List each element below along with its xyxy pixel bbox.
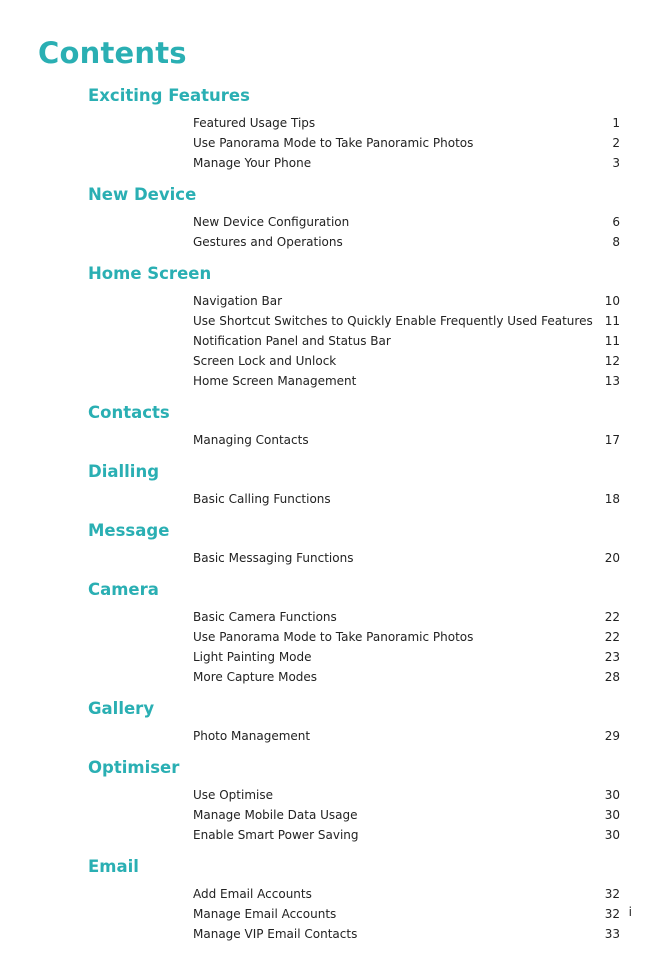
section-heading[interactable]: Gallery	[88, 699, 155, 718]
toc-entry-label: Light Painting Mode	[193, 650, 312, 664]
toc-entry[interactable]	[88, 647, 621, 667]
toc-section	[88, 183, 621, 252]
toc-entry-label: Manage VIP Email Contacts	[193, 927, 358, 941]
toc-entry[interactable]	[88, 667, 621, 687]
toc-section	[88, 460, 621, 509]
toc-entry[interactable]	[88, 726, 621, 746]
toc-entry-label: Use Panorama Mode to Take Panoramic Photos	[193, 630, 474, 644]
table-of-contents	[88, 84, 621, 954]
toc-entry-page: 17	[604, 433, 620, 447]
toc-entry-label: Home Screen Management	[193, 374, 357, 388]
page-number: i	[628, 905, 632, 919]
toc-entry-page: 3	[612, 156, 620, 170]
section-heading[interactable]: Optimiser	[88, 758, 180, 777]
toc-entry[interactable]	[88, 351, 621, 371]
section-heading[interactable]: Camera	[88, 580, 159, 599]
toc-entry[interactable]	[88, 884, 621, 904]
toc-entry-label: Gestures and Operations	[193, 235, 343, 249]
toc-entry-page: 1	[612, 116, 620, 130]
toc-section	[88, 697, 621, 746]
toc-entry[interactable]	[88, 904, 621, 924]
toc-entry[interactable]	[88, 311, 621, 331]
toc-entry-page: 12	[604, 354, 620, 368]
toc-entry-page: 23	[604, 650, 620, 664]
toc-entry-label: Photo Management	[193, 729, 311, 743]
toc-entry[interactable]	[88, 153, 621, 173]
toc-entry[interactable]	[88, 489, 621, 509]
toc-entry-page: 30	[604, 808, 620, 822]
toc-entry[interactable]	[88, 627, 621, 647]
toc-entry-label: More Capture Modes	[193, 670, 318, 684]
toc-entry-label: New Device Configuration	[193, 215, 350, 229]
toc-entry-page: 30	[604, 828, 620, 842]
toc-section	[88, 855, 621, 944]
toc-entry-page: 11	[604, 334, 620, 348]
toc-section	[88, 84, 621, 173]
toc-entry[interactable]	[88, 133, 621, 153]
toc-entry-label: Enable Smart Power Saving	[193, 828, 359, 842]
toc-section	[88, 578, 621, 687]
toc-entry-page: 11	[604, 314, 620, 328]
toc-entry-label: Managing Contacts	[193, 433, 309, 447]
toc-entry[interactable]	[88, 291, 621, 311]
toc-entry[interactable]	[88, 331, 621, 351]
toc-entry-label: Basic Messaging Functions	[193, 551, 354, 565]
toc-entry-label: Use Optimise	[193, 788, 273, 802]
toc-entry-label: Use Shortcut Switches to Quickly Enable Frequently Used Features	[193, 314, 593, 328]
toc-entry-page: 32	[604, 887, 620, 901]
toc-entry[interactable]	[88, 113, 621, 133]
section-heading[interactable]: Dialling	[88, 462, 160, 481]
toc-entry-page: 22	[604, 610, 620, 624]
toc-entry-label: Featured Usage Tips	[193, 116, 316, 130]
toc-entry-page: 33	[604, 927, 620, 941]
section-heading[interactable]: Message	[88, 521, 170, 540]
toc-entry[interactable]	[88, 371, 621, 391]
section-heading[interactable]: Email	[88, 857, 139, 876]
toc-entry[interactable]	[88, 825, 621, 845]
toc-entry[interactable]	[88, 607, 621, 627]
toc-entry-label: Navigation Bar	[193, 294, 283, 308]
toc-entry-label: Basic Camera Functions	[193, 610, 337, 624]
toc-entry[interactable]	[88, 212, 621, 232]
toc-entry-label: Basic Calling Functions	[193, 492, 331, 506]
toc-entry-label: Manage Email Accounts	[193, 907, 337, 921]
toc-entry[interactable]	[88, 232, 621, 252]
toc-entry-page: 6	[612, 215, 620, 229]
section-heading[interactable]: Exciting Features	[88, 86, 250, 105]
toc-entry-page: 13	[604, 374, 620, 388]
toc-entry-page: 20	[604, 551, 620, 565]
toc-entry-page: 32	[604, 907, 620, 921]
toc-entry-label: Screen Lock and Unlock	[193, 354, 337, 368]
toc-entry-label: Manage Your Phone	[193, 156, 312, 170]
toc-section	[88, 401, 621, 450]
toc-entry[interactable]	[88, 430, 621, 450]
page-title: Contents	[38, 36, 187, 70]
toc-entry-page: 30	[604, 788, 620, 802]
toc-entry-page: 8	[612, 235, 620, 249]
toc-entry-label: Manage Mobile Data Usage	[193, 808, 358, 822]
section-heading[interactable]: Contacts	[88, 403, 170, 422]
toc-entry[interactable]	[88, 924, 621, 944]
toc-entry-page: 28	[604, 670, 620, 684]
toc-entry[interactable]	[88, 805, 621, 825]
toc-entry-page: 2	[612, 136, 620, 150]
toc-entry-page: 10	[604, 294, 620, 308]
section-heading[interactable]: Home Screen	[88, 264, 212, 283]
toc-section	[88, 756, 621, 845]
toc-entry-page: 29	[604, 729, 620, 743]
toc-entry-page: 18	[604, 492, 620, 506]
toc-entry-label: Notification Panel and Status Bar	[193, 334, 391, 348]
toc-entry[interactable]	[88, 548, 621, 568]
toc-section	[88, 519, 621, 568]
toc-entry-label: Add Email Accounts	[193, 887, 312, 901]
toc-entry-label: Use Panorama Mode to Take Panoramic Photos	[193, 136, 474, 150]
toc-section	[88, 262, 621, 391]
section-heading[interactable]: New Device	[88, 185, 197, 204]
toc-entry-page: 22	[604, 630, 620, 644]
toc-entry[interactable]	[88, 785, 621, 805]
